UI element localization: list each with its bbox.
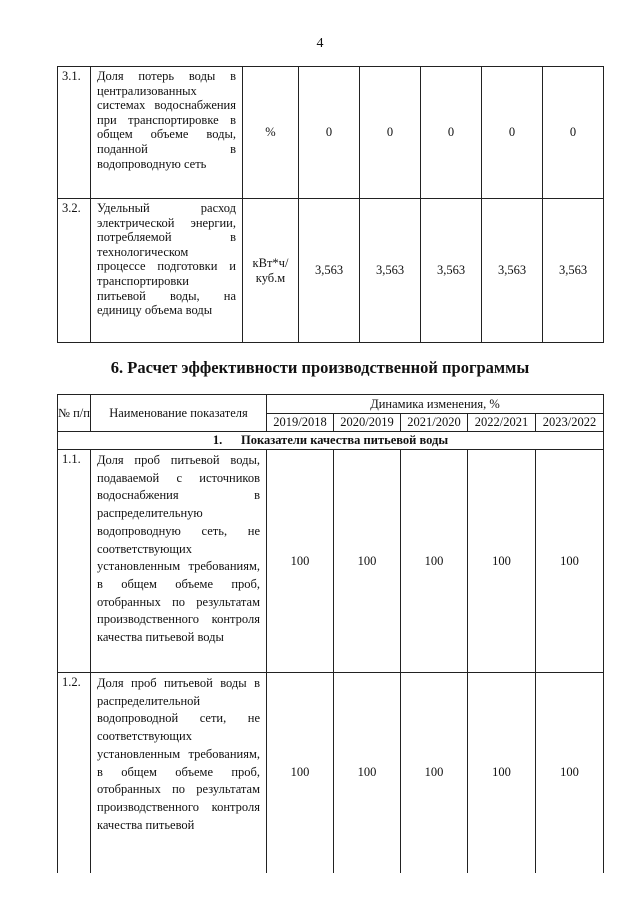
indicator-name: Доля проб питьевой воды в распределительной водопроводной сети, не соответствующих установленным требованиям, в общем объеме проб, отобранных по результатам производственного контроля качества питьевой: [91, 673, 267, 873]
value-cell: 0: [360, 67, 421, 199]
value-cell: 0: [482, 67, 543, 199]
indicator-name: Удельный расход электрической энергии, потребляемой в технологическом процессе подготовки и транспортировки питьевой воды, на единицу объема воды: [91, 199, 243, 343]
year-header: 2021/2020: [401, 414, 468, 432]
value-cell: 100: [468, 673, 536, 873]
section-heading: 1. Показатели качества питьевой воды: [58, 432, 604, 450]
unit-cell: кВт*ч/ куб.м: [243, 199, 299, 343]
value-cell: 0: [543, 67, 604, 199]
value-cell: 100: [334, 673, 401, 873]
value-cell: 100: [468, 450, 536, 673]
section-row: [58, 432, 604, 450]
value-cell: 0: [421, 67, 482, 199]
row-number: 3.1.: [58, 67, 91, 199]
year-header: 2020/2019: [334, 414, 401, 432]
section-title: 6. Расчет эффективности производственной программы: [110, 358, 530, 377]
year-header: 2023/2022: [536, 414, 604, 432]
value-cell: 3,563: [421, 199, 482, 343]
unit-cell: %: [243, 67, 299, 199]
table-row: [58, 67, 604, 199]
table-row: [58, 199, 604, 343]
column-header-name: Наименование показателя: [91, 395, 267, 432]
indicators-table-continued: [57, 66, 604, 343]
value-cell: 100: [536, 450, 604, 673]
row-number: 1.1.: [58, 450, 91, 673]
header-row: [58, 395, 604, 414]
table-row: [58, 673, 604, 873]
indicator-name: Доля проб питьевой воды, подаваемой с источников водоснабжения в распределительную водопроводную сеть, не соответствующих установленным требованиям, в общем объеме проб, отобранных по результатам производственного контроля качества питьевой воды: [91, 450, 267, 673]
value-cell: 3,563: [482, 199, 543, 343]
row-number: 3.2.: [58, 199, 91, 343]
column-header-dynamics: Динамика изменения, %: [267, 395, 604, 414]
indicator-name: Доля потерь воды в централизованных системах водоснабжения при транспортировке в общем объеме воды, поданной в водопроводную сеть: [91, 67, 243, 199]
table-row: [58, 450, 604, 673]
row-number: 1.2.: [58, 673, 91, 873]
value-cell: 3,563: [543, 199, 604, 343]
value-cell: 3,563: [360, 199, 421, 343]
value-cell: 0: [299, 67, 360, 199]
value-cell: 100: [334, 450, 401, 673]
value-cell: 3,563: [299, 199, 360, 343]
value-cell: 100: [536, 673, 604, 873]
year-header: 2019/2018: [267, 414, 334, 432]
value-cell: 100: [267, 673, 334, 873]
page-number: 4: [316, 36, 324, 51]
efficiency-table: [57, 394, 604, 873]
value-cell: 100: [401, 673, 468, 873]
year-header: 2022/2021: [468, 414, 536, 432]
value-cell: 100: [401, 450, 468, 673]
column-header-number: № п/п: [58, 395, 91, 432]
value-cell: 100: [267, 450, 334, 673]
